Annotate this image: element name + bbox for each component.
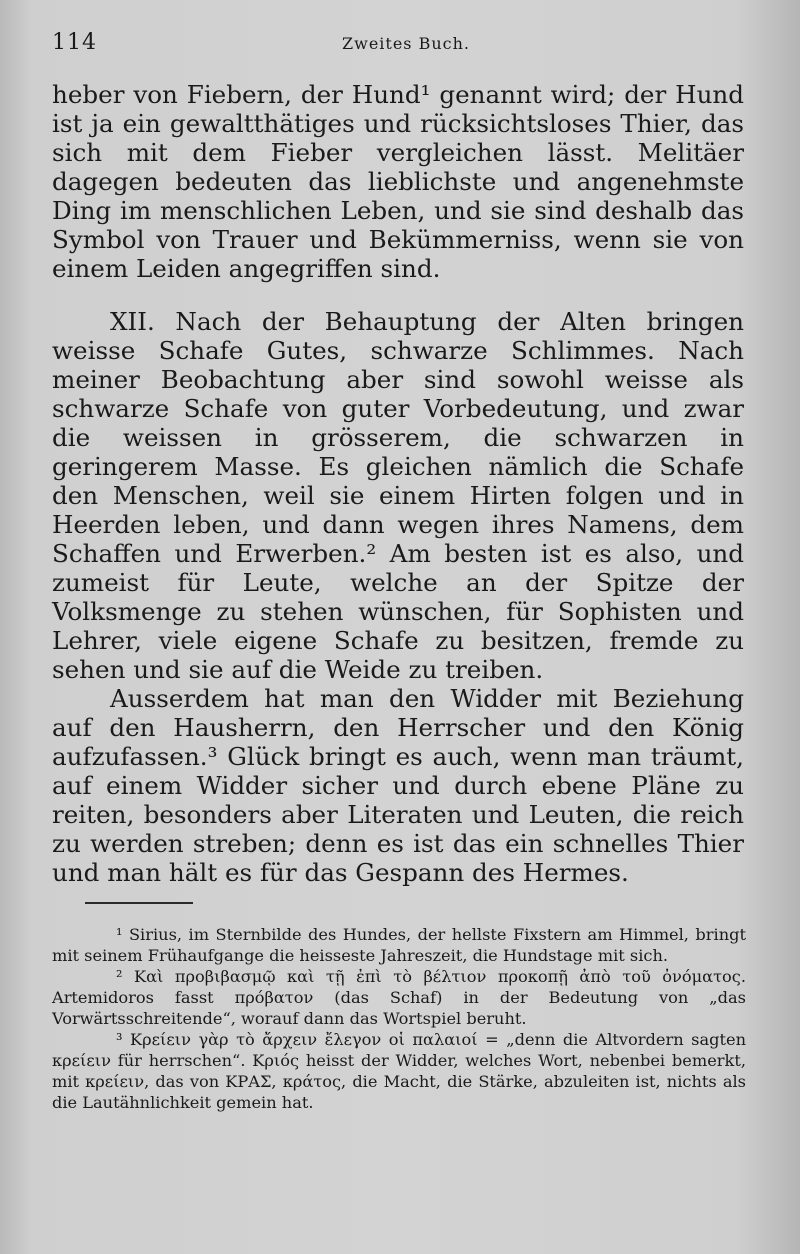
main-text <box>52 80 744 887</box>
paragraph-continuation: heber von Fiebern, der Hund¹ genannt wird; der Hund ist ja ein gewaltthätiges und rücksichtsloses Thier, das sich mit dem Fieber vergleichen lässt. Melitäer dagegen bedeuten das lieblichste und angenehmste Ding im menschlichen Leben, und sie sind deshalb das Symbol von Trauer und Bekümmerniss, wenn sie von einem Leiden angegriffen sind. <box>52 80 744 283</box>
footnote-3: ³ Κρείειν γὰρ τὸ ἄρχειν ἔλεγον οἱ παλαιοί = „denn die Altvordern sagten κρείειν für herrschen“. Κριός heisst der Widder, welches Wort, nebenbei bemerkt, mit κρείειν, das von ΚΡΑΣ, κράτος, die Macht, die Stärke, abzuleiten ist, nichts als die Lautähnlichkeit gemein hat. <box>52 1030 746 1112</box>
running-head: Zweites Buch. <box>342 34 471 53</box>
page-number: 114 <box>52 30 97 55</box>
paragraph-section-xii: XII. Nach der Behauptung der Alten bringen weisse Schafe Gutes, schwarze Schlimmes. Nach meiner Beobachtung aber sind sowohl weisse als schwarze Schafe von guter Vorbedeutung, und zwar die weissen in grösserem, die schwarzen in geringerem Masse. Es gleichen nämlich die Schafe den Menschen, weil sie einem Hirten folgen und in Heerden leben, und dann wegen ihres Namens, dem Schaffen und Erwerben.² Am besten ist es also, und zumeist für Leute, welche an der Spitze der Volksmenge zu stehen wünschen, für Sophisten und Lehrer, viele eigene Schafe zu besitzen, fremde zu sehen und sie auf die Weide zu treiben. <box>52 307 744 684</box>
footnotes <box>52 924 746 1113</box>
footnote-2: ² Καὶ προβιβασμῷ καὶ τῇ ἐπὶ τὸ βέλτιον προκοπῇ ἀπὸ τοῦ ὀνόματος. Artemidoros fasst πρόβατον (das Schaf) in der Bedeutung von „das Vorwärtsschreitende“, worauf dann das Wortspiel beruht. <box>52 967 746 1028</box>
footnote-1: ¹ Sirius, im Sternbilde des Hundes, der hellste Fixstern am Himmel, bringt mit seinem Frühaufgange die heisseste Jahreszeit, die Hundstage mit sich. <box>52 925 746 965</box>
page-header <box>52 30 740 60</box>
footnote-divider <box>85 902 193 904</box>
paragraph-widder: Ausserdem hat man den Widder mit Beziehung auf den Hausherrn, den Herrscher und den König aufzufassen.³ Glück bringt es auch, wenn man träumt, auf einem Widder sicher und durch ebene Pläne zu reiten, besonders aber Literaten und Leuten, die reich zu werden streben; denn es ist das ein schnelles Thier und man hält es für das Gespann des Hermes. <box>52 684 744 887</box>
